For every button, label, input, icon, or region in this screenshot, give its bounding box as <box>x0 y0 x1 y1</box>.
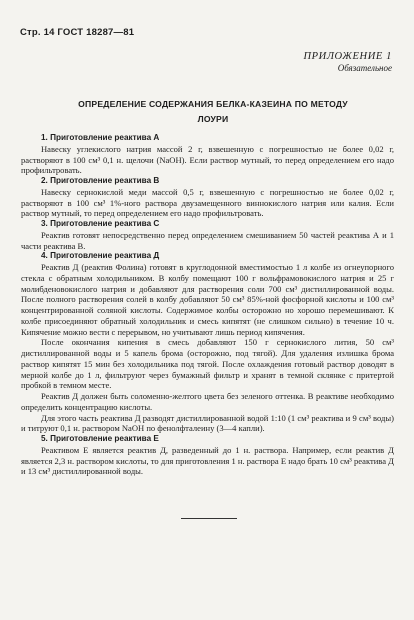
paragraph: После окончания кипения в смесь добавляют 150 г сернокислого лития, 50 см³ дистиллированной воды и 5 капель брома (осторожно, под тягой). Для удаления излишка брома раствор кипятят 15 мин без холодильника под тягой. После охлаждения готовый раствор доводят в мерной колбе до 1 л, фильтруют через бумажный фильтр и хранят в темной склянке с притертой пробкой в темном месте. <box>21 337 394 391</box>
appendix-status: Обязательное <box>337 63 392 73</box>
paragraph: Реактивом Е является реактив Д, разведенный до 1 н. раствора. Например, если реактив Д является 2,3 н. раствором кислоты, то для приготовления 1 н. раствора Е надо брать 10 см³ реактива Д и 13 см³ дистиллированной воды. <box>21 444 394 477</box>
document-body <box>21 133 394 477</box>
paragraph: Навеску сернокислой меди массой 0,5 г, взвешенную с погрешностью не более 0,02 г, растворяют в 100 см³ 1%-ного раствора двузамещенного виннокислого натрия или калия. Если раствор мутный, то перед определением его надо профильтровать. <box>21 186 394 219</box>
paragraph: Реактив Д (реактив Фолина) готовят в круглодонной вместимостью 1 л колбе из огнеупорного стекла с обратным холодильником. В колбу помещают 100 г вольфрамовокислого натрия и 25 г молибденовокислого натрия и добавляют для растворения соли 700 см³ дистиллированной воды. После полного растворения солей в колбу добавляют 50 см³ 85%-ной фосфорной кислоты и 100 см³ концентрированной соляной кислоты. Содержимое колбы осторожно но хорошо перемешивают. К колбе присоединяют обратный холодильник и смесь кипятят (не слишком сильно) в течение 10 ч. Кипячение можно вести с перерывом, но учитывают лишь период кипячения. <box>21 262 394 337</box>
section-heading-4: 4. Приготовление реактива Д <box>41 251 160 261</box>
document-title <box>48 97 378 127</box>
paragraph: Реактив готовят непосредственно перед определением смешиванием 50 частей реактива А и 1 части реактива В. <box>21 229 394 251</box>
paragraph: Навеску углекислого натрия массой 2 г, взвешенную с погрешностью не более 0,02 г, растворяют в 100 см³ 0,1 н. щелочи (NaOH). Если раствор мутный, то перед определением его надо профильтровать. <box>21 143 394 176</box>
page-header: Стр. 14 ГОСТ 18287—81 <box>20 27 135 38</box>
appendix-label <box>303 51 392 73</box>
section-heading-1: 1. Приготовление реактива А <box>41 133 160 142</box>
section-heading-2: 2. Приготовление реактива В <box>41 176 160 185</box>
end-divider <box>181 518 237 519</box>
section-heading-5: 5. Приготовление реактива Е <box>41 434 159 443</box>
title-line-1: ОПРЕДЕЛЕНИЕ СОДЕРЖАНИЯ БЕЛКА-КАЗЕИНА ПО МЕТОДУ <box>78 99 348 109</box>
paragraph: Для этого часть реактива Д разводят дистиллированной водой 1:10 (1 см³ реактива и 9 см³ воды) и титруют 0,1 н. раствором NaOH по фенолфталеину (3—4 капли). <box>21 412 394 434</box>
section-heading-3: 3. Приготовление реактива С <box>41 219 160 228</box>
title-line-2: ЛОУРИ <box>197 114 229 124</box>
appendix-number: ПРИЛОЖЕНИЕ 1 <box>303 51 392 62</box>
paragraph: Реактив Д должен быть соломенно-желтого цвета без зеленого оттенка. В реактиве необходимо определить концентрацию кислоты. <box>21 391 394 412</box>
